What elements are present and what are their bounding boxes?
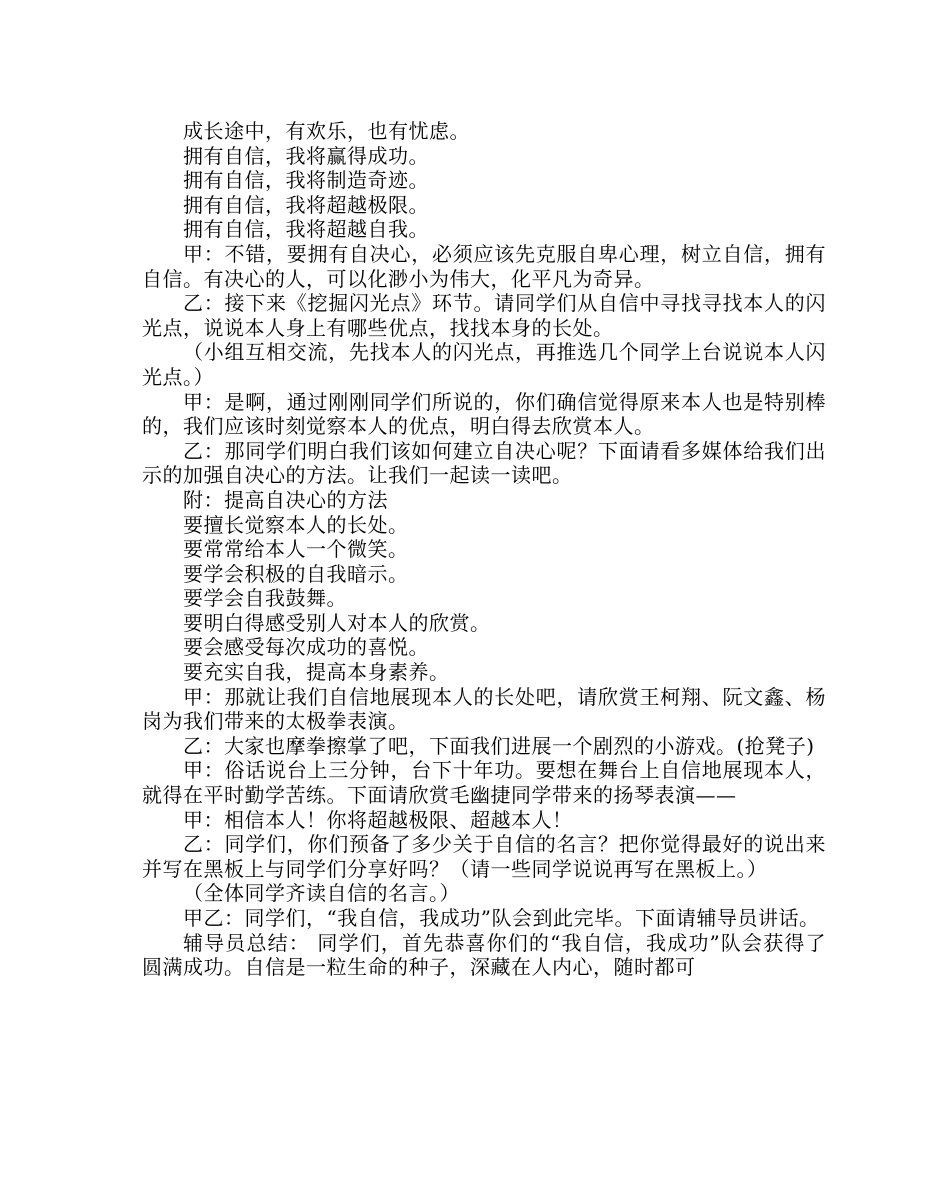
paragraph: 拥有自信，我将超越极限。 <box>183 192 429 217</box>
paragraph: 要擅长觉察本人的长处。 <box>183 512 409 537</box>
paragraph: 附：提高自决心的方法 <box>183 487 388 512</box>
paragraph: 要学会积极的自我暗示。 <box>183 561 409 586</box>
paragraph: 拥有自信，我将制造奇迹。 <box>183 168 429 193</box>
paragraph: 拥有自信，我将超越自我。 <box>183 217 429 242</box>
paragraph: 乙：接下来《挖掘闪光点》环节。请同学们从自信中寻找寻找本人的闪光点，说说本人身上有哪些优点，找找本身的长处。 <box>142 291 826 340</box>
paragraph: 甲乙：同学们，“我自信，我成功”队会到此完毕。下面请辅导员讲话。 <box>183 906 820 930</box>
paragraph: 要会感受每次成功的喜悦。 <box>183 635 429 660</box>
paragraph: 要常常给本人一个微笑。 <box>183 537 409 562</box>
paragraph: 拥有自信，我将赢得成功。 <box>183 143 429 168</box>
paragraph: 甲：俗话说台上三分钟，台下十年功。要想在舞台上自信地展现本人，就得在平时勤学苦练。下面请欣赏毛幽捷同学带来的扬琴表演—— <box>142 758 826 808</box>
paragraph: 甲：是啊，通过刚刚同学们所说的，你们确信觉得原来本人也是特别棒的，我们应该时刻觉察本人的优点，明白得去欣赏本人。 <box>142 389 826 439</box>
paragraph: 要学会自我鼓舞。 <box>183 586 347 611</box>
document-body <box>142 119 826 980</box>
paragraph: 甲：相信本人！你将超越极限、超越本人！ <box>183 807 573 832</box>
paragraph: 甲：那就让我们自信地展现本人的长处吧，请欣赏王柯翔、阮文鑫、杨岗为我们带来的太极拳表演。 <box>142 684 826 734</box>
paragraph: 要明白得感受别人对本人的欣赏。 <box>183 610 491 635</box>
paragraph: 乙：大家也摩拳擦掌了吧，下面我们进展一个剧烈的小游戏。(抢凳子) <box>183 733 815 758</box>
paragraph: 辅导员总结： 同学们，首先恭喜你们的“我自信，我成功”队会获得了圆满成功。自信是一粒生命的种子，深藏在人内心，随时都可 <box>142 930 826 980</box>
paragraph: 要充实自我，提高本身素养。 <box>183 660 450 685</box>
paragraph: 乙：同学们，你们预备了多少关于自信的名言？把你觉得最好的说出来并写在黑板上与同学们分享好吗？（请一些同学说说再写在黑板上。） <box>142 832 826 881</box>
paragraph: 甲：不错，要拥有自决心，必须应该先克服自卑心理，树立自信，拥有自信。有决心的人，可以化渺小为伟大，化平凡为奇异。 <box>142 241 826 291</box>
paragraph: （全体同学齐读自信的名言。） <box>183 881 460 906</box>
paragraph: 成长途中，有欢乐，也有忧虑。 <box>183 119 470 143</box>
paragraph: 乙：那同学们明白我们该如何建立自决心呢？下面请看多媒体给我们出示的加强自决心的方法。让我们一起读一读吧。 <box>142 438 826 488</box>
paragraph: （小组互相交流，先找本人的闪光点，再推选几个同学上台说说本人闪光点。） <box>142 340 826 389</box>
